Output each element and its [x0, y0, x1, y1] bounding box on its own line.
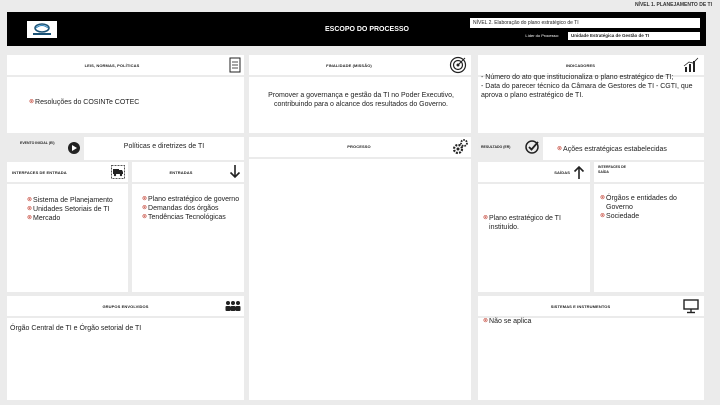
arrow-down-icon: [229, 164, 241, 180]
truck-icon: [110, 164, 126, 180]
sistemas-label: SISTEMAS E INSTRUMENTOS: [550, 304, 611, 309]
bullet-icon: ⊗: [600, 213, 606, 219]
level1-label: NÍVEL 1. PLANEJAMENTO DE TI: [634, 2, 712, 8]
bullet-icon: ⊗: [142, 196, 148, 202]
finalidade-header-label: FINALIDADE (MISSÃO): [326, 63, 372, 68]
entradas-header: [132, 162, 244, 182]
indicadores-header: [478, 55, 704, 75]
list-item: ⊗ Mercado: [27, 215, 61, 222]
resultado-label: RESULTADO (ER): [481, 145, 511, 149]
bullet-icon: ⊗: [27, 215, 33, 221]
leis-header-label: LEIS, NORMAS, POLÍTICAS: [84, 63, 140, 68]
bullet-icon: ⊗: [29, 99, 35, 105]
bullet-icon: ⊗: [557, 146, 563, 152]
list-item: ⊗ Plano estratégico de governo: [142, 196, 240, 203]
owner-label: Líder do Processo:: [525, 33, 559, 38]
logo-icon: [27, 21, 57, 38]
resultado-panel: [543, 137, 704, 160]
interfaces-entrada-header: [7, 162, 128, 182]
bullet-icon: ⊗: [142, 214, 148, 220]
grupos-header: [7, 296, 244, 316]
play-icon: [67, 141, 81, 155]
list-item: ⊗ Resoluções do COSINTe COTEC: [29, 99, 140, 106]
processo-panel: [249, 159, 471, 400]
bullet-icon: ⊗: [483, 215, 489, 221]
entradas-label: ENTRADAS: [169, 170, 193, 175]
header-bar: [7, 12, 706, 46]
list-item: ⊗ Sistema de Planejamento: [27, 197, 113, 204]
grupos-label: GRUPOS ENVOLVIDOS: [102, 304, 149, 309]
list-item: ⊗ Unidades Setoriais de TI: [27, 206, 110, 213]
interfaces-entrada-label: INTERFACES DE ENTRADA: [12, 170, 67, 175]
list-item: ⊗ Demandas dos órgãos: [142, 205, 219, 212]
grupos-panel: [7, 318, 244, 400]
interfaces-saida-label: INTERFACES DE SAÍDA: [598, 165, 627, 174]
leis-header: [7, 55, 244, 75]
leis-panel: [7, 77, 244, 133]
indicadores-header-label: INDICADORES: [565, 63, 596, 68]
target-icon: [449, 56, 467, 74]
list-item: ⊗ Plano estratégico de TI instituído.: [483, 215, 561, 231]
bullet-icon: ⊗: [600, 195, 606, 201]
evento-label: EVENTO INICIAL (EI): [20, 141, 55, 145]
interfaces-saida-header: [594, 162, 704, 182]
check-circle-icon: [524, 139, 540, 155]
chart-icon: [683, 57, 699, 73]
interfaces-entrada-panel: [7, 184, 128, 292]
bullet-icon: ⊗: [27, 206, 33, 212]
sistemas-list: [483, 317, 683, 326]
gears-icon: [451, 139, 469, 155]
logo: [27, 21, 57, 38]
interfaces-saida-panel: [594, 184, 704, 292]
document-icon: [228, 57, 242, 73]
saidas-panel: [478, 184, 590, 292]
list-item: ⊗ Tendências Tecnológicas: [142, 214, 226, 221]
list-item: ⊗ Órgãos e entidades do Governo: [600, 195, 677, 211]
evento-panel: [84, 137, 244, 160]
monitor-icon: [683, 298, 699, 314]
bullet-icon: ⊗: [483, 318, 489, 324]
indicadores-text: - Número do ato que institucionaliza o plano estratégico de TI; - Data do parecer técnico da Câmara de Gestores de TI - CGTI, que aprova o plano estratégico de TI.: [481, 74, 693, 99]
interfaces-entrada-list: [27, 196, 127, 223]
interfaces-saida-list: [600, 194, 700, 221]
entradas-list: [142, 195, 242, 222]
list-item: ⊗ Sociedade: [600, 213, 640, 220]
owner-value: Unidade Estratégica de Gestão de TI: [568, 32, 700, 40]
bullet-icon: ⊗: [27, 197, 33, 203]
finalidade-text: Promover a governança e gestão da TI no Poder Executivo, contribuindo para o alcance dos resultados do Governo.: [268, 92, 454, 108]
arrow-up-icon: [573, 164, 585, 180]
saidas-label: SAÍDAS: [554, 170, 570, 175]
finalidade-panel: [249, 77, 471, 133]
list-item: ⊗ Não se aplica: [483, 318, 532, 325]
evento-text: Políticas e diretrizes de TI: [123, 143, 205, 150]
resultado-list: [557, 145, 707, 154]
finalidade-header: [249, 55, 471, 75]
sistemas-panel: [478, 318, 704, 400]
processo-header-label: PROCESSO: [347, 144, 371, 149]
grupos-text: Órgão Central de TI e Órgão setorial de TI: [10, 325, 142, 332]
users-icon: [224, 299, 242, 313]
bullet-icon: ⊗: [142, 205, 148, 211]
leis-list: [29, 98, 239, 107]
entradas-panel: [132, 184, 244, 292]
list-item: ⊗ Ações estratégicas estabelecidas: [557, 146, 667, 153]
sistemas-header: [478, 296, 704, 316]
saidas-list: [483, 214, 583, 232]
saidas-header: [478, 162, 590, 182]
page-title: ESCOPO DO PROCESSO: [324, 26, 410, 33]
processo-header: [249, 137, 471, 157]
indicadores-panel: [478, 74, 704, 133]
level2-label: NÍVEL 2. Elaboração do plano estratégico de TI: [470, 18, 700, 28]
